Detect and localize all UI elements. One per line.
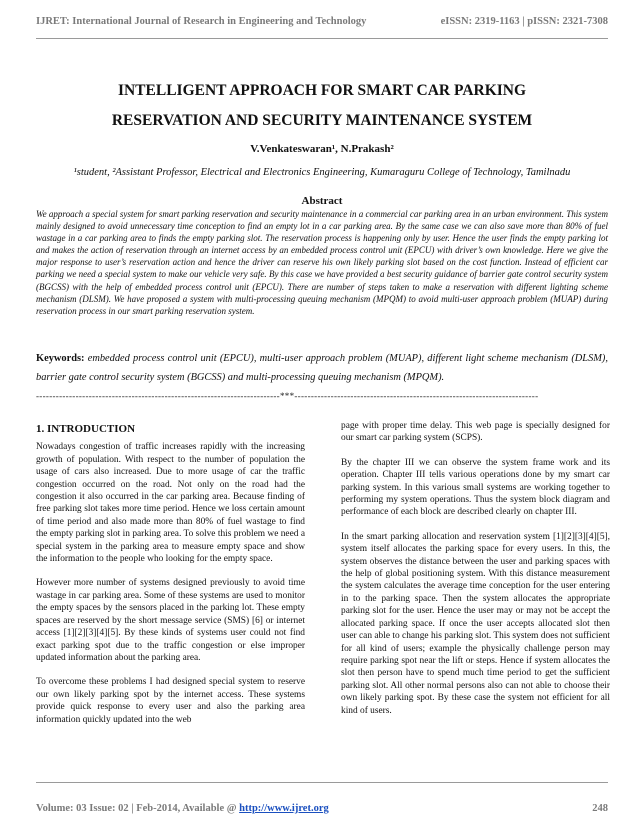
abstract-text: We approach a special system for smart parking reservation and security maintenance in a commercial car parking area in an urban environment. This system mainly designed to avoid unnecessary time conception to find an empty lot in a car parking area. By the same case we can also save more than 80% of fuel wastage in a car parking area to finds the empty parking slot. The reservation process is happening only by user. Hence the user finds the empty parking lot and makes the action of reservation through an internet access by an embedded process control unit (EPCU) with driver’s own knowledge. Here we give the major response to user’s reservation action and hence the driver can reserve his own likely parking slot based on the cost function. Instead of efficient car parking we need a special system to make our vehicle very safe. By this case we have provided a best security guidance of barrier gate control security system (BGCSS) with the help of embedded process control unit (EPCU). There are number of steps taken to make a reservation with different lighting scheme mechanism (DLSM). We have proposed a system with multi-processing queuing mechanism (MPQM) to avoid multi-user approach problem (MUAP) during reservation process in our smart parking reservation system. <box>36 209 608 316</box>
left-column <box>36 423 305 738</box>
issn: eISSN: 2319-1163 | pISSN: 2321-7308 <box>440 16 608 27</box>
abstract-heading: Abstract <box>301 195 343 207</box>
keywords-label: Keywords: <box>36 353 85 364</box>
title-line-2: RESERVATION AND SECURITY MAINTENANCE SYSTEM <box>111 112 533 129</box>
paragraph: Nowadays congestion of traffic increases rapidly with the increasing growth of population. With respect to the number of population the usage of cars also increased. Due to more usage of car the traffic congestion occurred on the road. Not only on the road had the congestion it also occurred in the car parking area. Because finding of free parking slot takes more time period. Hence we loss certain amount of time period and also made more than 80% of fuel wastage to find the empty parking slot in parking area. To solve this problem we need a special system in the parking area to measure empty space and show the information to the people who looking for the empty space. <box>36 442 305 565</box>
authors: V.Venkateswaran¹, N.Prakash² <box>250 143 394 155</box>
journal-link[interactable]: http://www.ijret.org <box>239 803 329 814</box>
volume-info <box>36 803 329 814</box>
running-header <box>36 16 608 27</box>
title-line-1: INTELLIGENT APPROACH FOR SMART CAR PARKING <box>117 82 527 99</box>
section-heading: 1. INTRODUCTION <box>36 423 136 435</box>
footer-rule <box>36 782 608 783</box>
paragraph: page with proper time delay. This web page is specially designed for our smart car parking system (SCPS). <box>341 421 610 444</box>
section-separator: --------------------------------------------------------------------------***-------------------------------------------------------------------------- <box>36 391 539 401</box>
keywords-text: embedded process control unit (EPCU), multi-user approach problem (MUAP), different light scheme mechanism (DLSM), barrier gate control security system (BGCSS) and multi-processing queuing mechanism (MPQM). <box>36 353 608 383</box>
journal-name: IJRET: International Journal of Research in Engineering and Technology <box>36 16 367 27</box>
running-footer <box>36 803 608 814</box>
page-number: 248 <box>592 803 608 814</box>
paragraph: To overcome these problems I had designed special system to reserve our own likely parking spot by the internet access. These systems provide quick response to every user and also the parking area information quickly updated into the web <box>36 677 305 725</box>
paper-title <box>36 76 608 136</box>
right-column <box>341 420 610 729</box>
header-rule <box>36 38 608 39</box>
keywords <box>36 349 608 387</box>
volume-text: Volume: 03 Issue: 02 | Feb-2014, Available @ <box>36 803 240 814</box>
paragraph: In the smart parking allocation and reservation system [1][2][3][4][5], system itself allocates the parking space for every users. In this, the system observes the distance between the user and parking spaces with the help of global positioning system. With this distance measurement the system calculates the average time conception for the user entering in to the parking space. Then the system allocates the appropriate parking slot for the user. Hence the user may or may not be accept the allocated parking space. If once the user accepts allocated slot then user can able to change his parking slot. This system does not sufficient for all kind of users; example the physically challenge person may require parking spot near the lift or steps. Hence if system allocates the slot then person have to spend much time period to get the sufficient parking slot. All other normal persons also can not able to choose their own likely parking spot. By these case the system not efficient for all kind of users. <box>341 531 610 716</box>
affiliation: ¹student, ²Assistant Professor, Electrical and Electronics Engineering, Kumaraguru College of Technology, Tamilnadu <box>73 167 571 178</box>
paragraph: However more number of systems designed previously to avoid time wastage in car parking area. Some of these systems are used to monitor the empty spaces by the sensors placed in the parking lot. These empty spaces are reserved by the short message service (SMS) [6] or internet access [1][2][3][4][5]. By these kinds of systems user could not find exact parking spot due to the traffic congestion or else improper updated information about the parking area. <box>36 578 305 663</box>
paragraph: By the chapter III we can observe the system frame work and its operation. Chapter III tells various operations done by my smart car parking system. In this various small systems are working together to performing my system operations. Thus the system block diagram and performance of each block are described clearly on chapter III. <box>341 457 610 518</box>
